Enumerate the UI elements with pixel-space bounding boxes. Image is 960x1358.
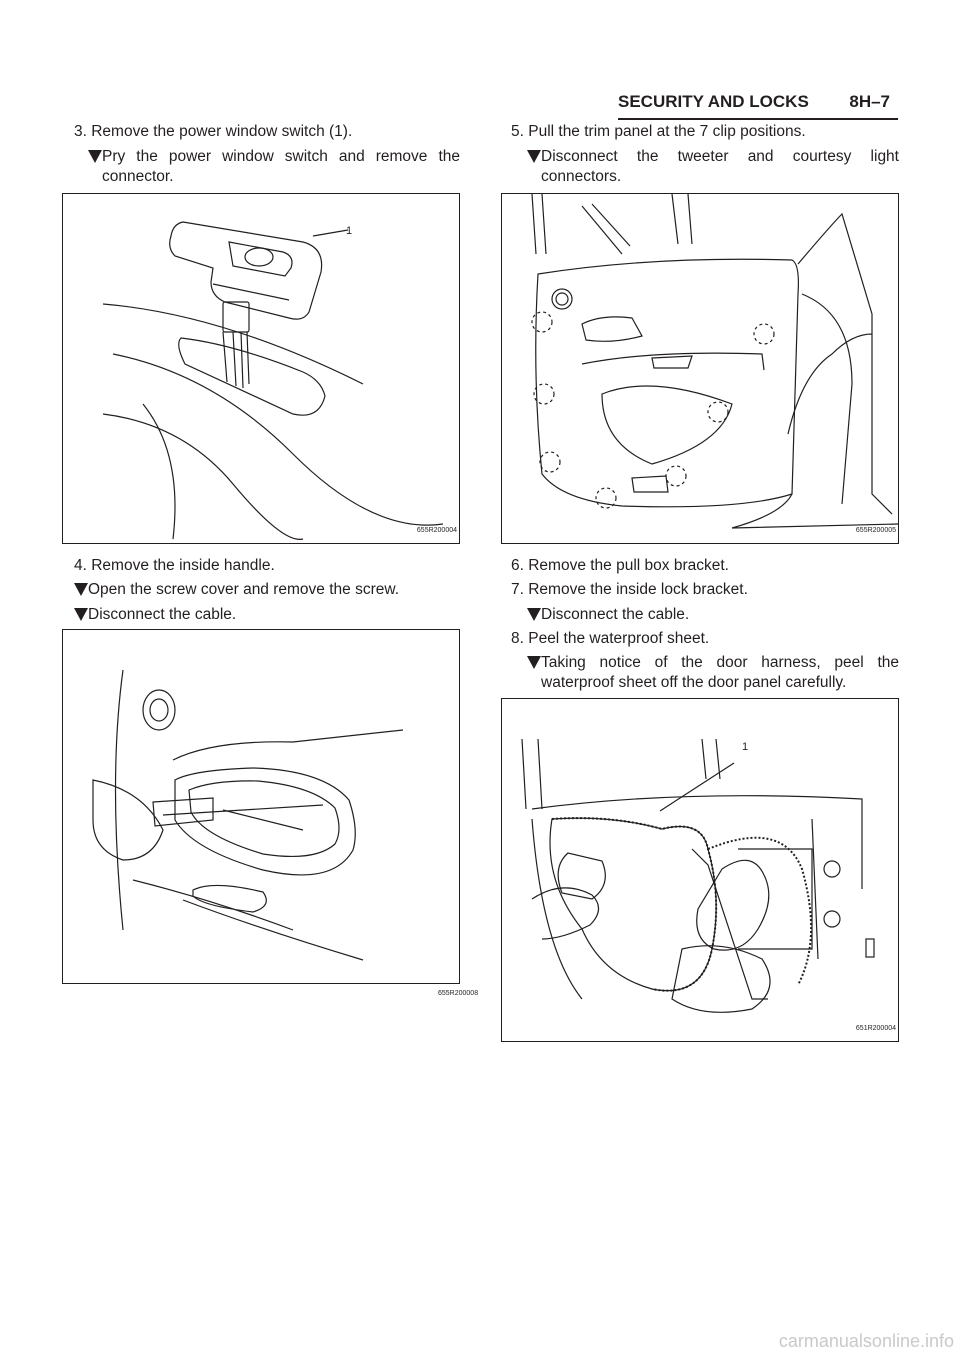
page-number: 8H–7 (849, 92, 890, 111)
step-7-bullet (541, 605, 899, 625)
bullet-icon (527, 656, 541, 669)
bullet-text-line: connector. (102, 168, 174, 185)
bullet-icon (527, 608, 541, 621)
figure-power-window-switch (62, 193, 460, 544)
figure-callout: 1 (346, 225, 353, 237)
section-title: SECURITY AND LOCKS (618, 92, 809, 111)
inside-handle-illustration (63, 630, 459, 983)
step-8-bullet (541, 653, 899, 693)
step-4: 4. Remove the inside handle. (74, 557, 275, 574)
bullet-text-line: Taking notice of the door harness, peel the (541, 654, 899, 671)
bullet-icon (74, 608, 88, 621)
figure-waterproof-sheet (501, 698, 899, 1042)
step-5-bullet (541, 147, 899, 187)
trim-panel-illustration (502, 194, 898, 543)
waterproof-sheet-illustration (502, 699, 898, 1041)
bullet-text-line: connectors. (541, 168, 622, 185)
bullet-icon (88, 150, 102, 163)
figure-id: 655R200008 (438, 990, 479, 997)
bullet-icon (527, 150, 541, 163)
figure-id: 651R200004 (855, 1025, 896, 1032)
step-8: 8. Peel the waterproof sheet. (511, 630, 710, 647)
figure-inside-handle (62, 629, 460, 984)
figure-callout: 1 (742, 741, 749, 753)
left-column (72, 0, 479, 1358)
step-3: 3. Remove the power window switch (1). (74, 123, 353, 140)
step-6: 6. Remove the pull box bracket. (511, 557, 729, 574)
watermark: carmanualsonline.info (778, 1331, 954, 1351)
right-column (511, 0, 901, 1358)
step-4-bullet-1 (88, 580, 460, 600)
bullet-icon (74, 583, 88, 596)
figure-id: 655R200005 (855, 527, 896, 534)
figure-id: 655R200004 (416, 527, 457, 534)
step-7: 7. Remove the inside lock bracket. (511, 581, 748, 598)
bullet-text-line: Pry the power window switch and remove the (102, 148, 460, 165)
bullet-text: Disconnect the cable. (88, 606, 237, 623)
power-window-switch-illustration (63, 194, 459, 543)
step-4-bullet-2 (88, 605, 460, 625)
step-5: 5. Pull the trim panel at the 7 clip positions. (511, 123, 806, 140)
bullet-text: Open the screw cover and remove the screw. (88, 581, 400, 598)
bullet-text-line: waterproof sheet off the door panel carefully. (541, 674, 847, 691)
step-3-bullet (102, 147, 460, 187)
figure-trim-panel (501, 193, 899, 544)
bullet-text-line: Disconnect the tweeter and courtesy light (541, 148, 899, 165)
bullet-text: Disconnect the cable. (541, 606, 690, 623)
